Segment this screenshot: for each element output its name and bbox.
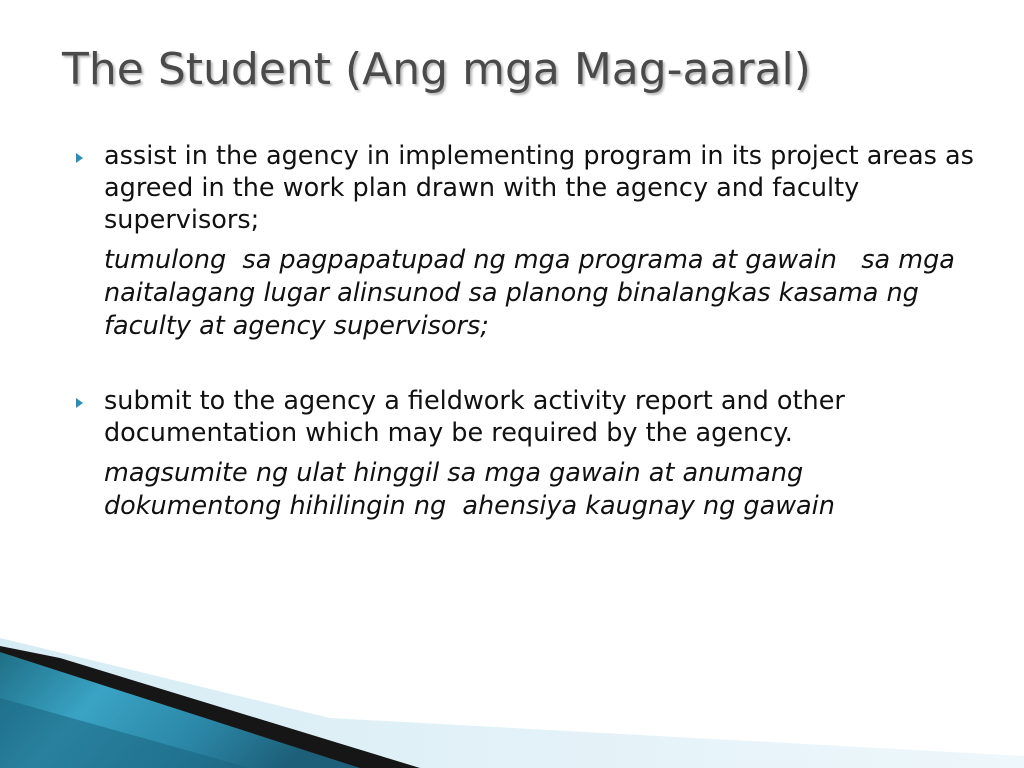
bullet-item (76, 385, 976, 523)
bullet-english-text: submit to the agency a fieldwork activity report and other documentation which may be required by the agency. (104, 386, 845, 448)
bullet-tagalog-text: tumulong sa pagpapatupad ng mga programa at gawain sa mga naitalagang lugar alinsunod sa planong binalangkas kasama ng faculty at agency supervisors; (104, 245, 964, 341)
bullet-english-text: assist in the agency in implementing program in its project areas as agreed in the work plan drawn with the agency and faculty supervisors; (104, 141, 974, 235)
bullet-list (76, 140, 976, 523)
slide-title: The Student (Ang mga Mag-aaral) (62, 44, 811, 95)
decorative-wave-graphic (0, 638, 1024, 768)
bullet-item (76, 140, 976, 343)
bullet-arrow-icon (76, 398, 83, 408)
bullet-tagalog-text: magsumite ng ulat hinggil sa mga gawain at anumang dokumentong hihilingin ng ahensiya kaugnay ng gawain (104, 458, 835, 521)
bullet-arrow-icon (76, 153, 83, 163)
